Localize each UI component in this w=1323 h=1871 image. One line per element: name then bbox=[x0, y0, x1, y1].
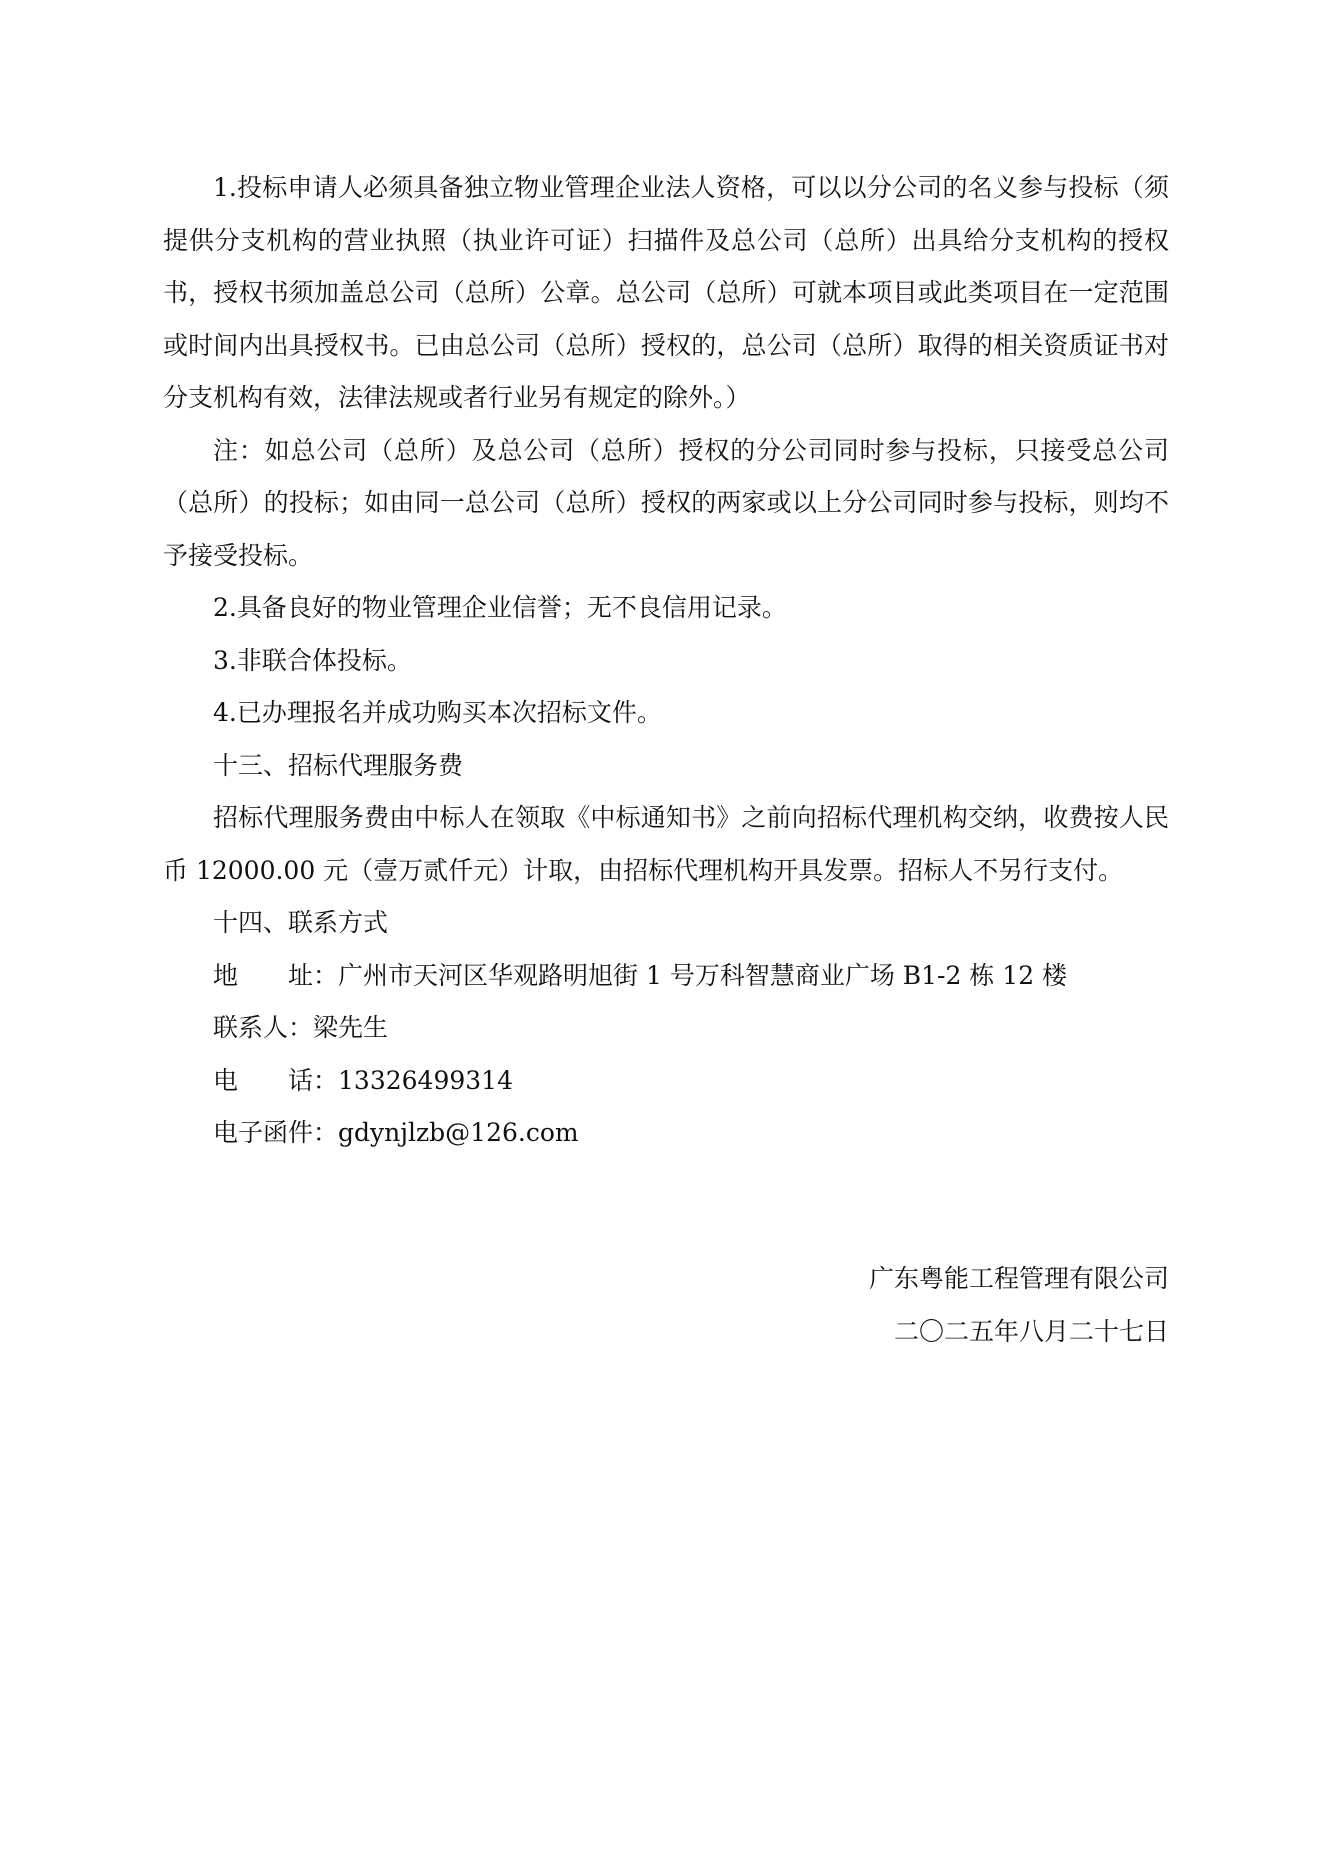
requirement-1-paragraph: 1.投标申请人必须具备独立物业管理企业法人资格，可以以分公司的名义参与投标（须提供分支机构的营业执照（执业许可证）扫描件及总公司（总所）出具给分支机构的授权书，授权书须加盖总公司（总所）公章。总公司（总所）可就本项目或此类项目在一定范围或时间内出具授权书。已由总公司（总所）授权的，总公司（总所）取得的相关资质证书对分支机构有效，法律法规或者行业另有规定的除外。） bbox=[163, 173, 1169, 412]
requirement-4-paragraph: 4.已办理报名并成功购买本次招标文件。 bbox=[213, 698, 662, 727]
signature-company: 广东粤能工程管理有限公司 bbox=[868, 1264, 1169, 1293]
email-label: 电子函件： bbox=[213, 1118, 339, 1147]
phone-line bbox=[163, 1055, 1169, 1108]
signature-date: 二〇二五年八月二十七日 bbox=[893, 1316, 1169, 1346]
requirement-3-paragraph: 3.非联合体投标。 bbox=[213, 645, 412, 675]
address-value: 广州市天河区华观路明旭街 1 号万科智慧商业广场 B1-2 栋 12 楼 bbox=[338, 960, 1068, 990]
address-label: 地 址： bbox=[213, 960, 339, 990]
phone-label: 电 话： bbox=[213, 1065, 339, 1095]
phone-value: 13326499314 bbox=[338, 1065, 513, 1095]
section-13-heading: 十三、招标代理服务费 bbox=[213, 750, 464, 780]
section-13-body: 招标代理服务费由中标人在领取《中标通知书》之前向招标代理机构交纳，收费按人民币 12000.00 元（壹万贰仟元）计取，由招标代理机构开具发票。招标人不另行支付。 bbox=[163, 803, 1169, 885]
requirement-2-paragraph: 2.具备良好的物业管理企业信誉；无不良信用记录。 bbox=[213, 593, 787, 622]
signature-block bbox=[869, 1253, 1169, 1358]
section-14-heading: 十四、联系方式 bbox=[213, 908, 389, 937]
contact-line bbox=[163, 1002, 1169, 1055]
contact-label: 联系人： bbox=[213, 1013, 314, 1042]
address-line bbox=[163, 950, 1169, 1003]
contact-value: 梁先生 bbox=[313, 1013, 389, 1042]
note-paragraph: 注：如总公司（总所）及总公司（总所）授权的分公司同时参与投标，只接受总公司（总所）的投标；如由同一总公司（总所）授权的两家或以上分公司同时参与投标，则均不予接受投标。 bbox=[163, 435, 1169, 570]
document-body bbox=[163, 162, 1169, 1160]
email-line bbox=[163, 1107, 1169, 1160]
email-value: gdynjlzb@126.com bbox=[338, 1118, 579, 1147]
